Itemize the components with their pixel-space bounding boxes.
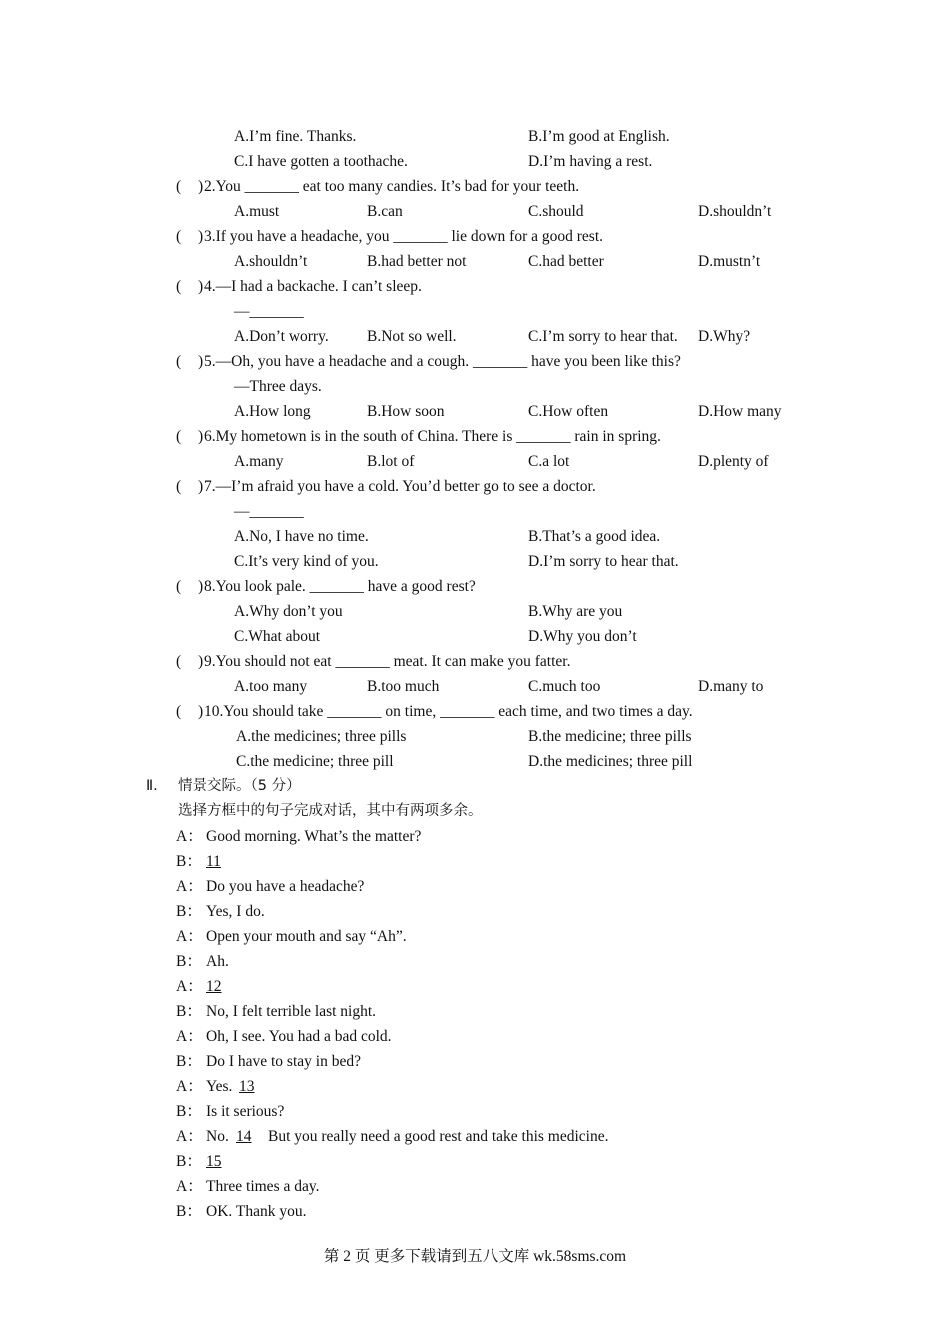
reply-text: —_______ [234,303,304,320]
option-text: B.I’m good at English. [528,128,670,145]
answer-bracket-close: ) [198,653,204,670]
option-text: C.a lot [528,453,570,470]
question-stem: 8.You look pale. _______ have a good rest? [204,578,476,595]
option-text: A.How long [234,403,311,420]
speaker-label: A： [176,1128,203,1145]
speaker-label: A： [176,1178,203,1195]
option-text: A.No, I have no time. [234,528,369,545]
option-text: C.had better [528,253,604,270]
option-text: D.I’m sorry to hear that. [528,553,679,570]
dialogue-text: Good morning. What’s the matter? [206,828,422,845]
option-text: A.the medicines; three pills [236,728,407,745]
answer-bracket-open: ( [176,353,182,370]
option-text: C.should [528,203,584,220]
option-text: A.too many [234,678,308,695]
dialogue-text: Open your mouth and say “Ah”. [206,928,407,945]
option-text: B.can [367,203,403,220]
speaker-label: B： [176,1053,202,1070]
answer-bracket-open: ( [176,478,182,495]
dialogue-text: Yes. [206,1078,233,1095]
dialogue-text: Do I have to stay in bed? [206,1053,361,1070]
option-text: B.That’s a good idea. [528,528,661,545]
option-text: C.It’s very kind of you. [234,553,379,570]
option-text: A.shouldn’t [234,253,308,270]
speaker-label: A： [176,1028,203,1045]
option-text: B.had better not [367,253,467,270]
option-text: D.How many [698,403,782,420]
speaker-label: A： [176,978,203,995]
question-stem: 10.You should take _______ on time, _______ each time, and two times a day. [204,703,693,720]
answer-bracket-open: ( [176,653,182,670]
option-text: D.plenty of [698,453,769,470]
answer-bracket-close: ) [198,578,204,595]
question-stem: 5.—Oh, you have a headache and a cough. _______ have you been like this? [204,353,681,370]
speaker-label: B： [176,1103,202,1120]
blank-14: 14 [236,1128,252,1145]
question-stem: 9.You should not eat _______ meat. It can make you fatter. [204,653,571,670]
question-stem: 7.—I’m afraid you have a cold. You’d better go to see a doctor. [204,478,596,495]
option-text: B.too much [367,678,440,695]
option-text: D.mustn’t [698,253,761,270]
page-footer: 第 2 页 更多下载请到五八文库 wk.58sms.com [323,1248,627,1265]
reply-text: —Three days. [234,378,322,395]
speaker-label: A： [176,878,203,895]
reply-text: —_______ [234,503,304,520]
question-stem: 2.You _______ eat too many candies. It’s bad for your teeth. [204,178,580,195]
option-text: B.Not so well. [367,328,457,345]
option-text: A.Why don’t you [234,603,343,620]
option-text: B.the medicine; three pills [528,728,692,745]
instruction-text: 选择方框中的句子完成对话，其中有两项多余。 [178,803,483,819]
option-text: C.I have gotten a toothache. [234,153,408,170]
speaker-label: B： [176,1203,202,1220]
option-text: B.Why are you [528,603,623,620]
option-text: C.How often [528,403,609,420]
dialogue-text: Three times a day. [206,1178,320,1195]
dialogue-text: No. [206,1128,229,1145]
question-stem: 3.If you have a headache, you _______ lie down for a good rest. [204,228,604,245]
dialogue-text: Yes, I do. [206,903,265,920]
dialogue-text: But you really need a good rest and take this medicine. [268,1128,609,1145]
speaker-label: B： [176,1003,202,1020]
option-text: A.many [234,453,284,470]
option-text: B.How soon [367,403,445,420]
answer-bracket-close: ) [198,353,204,370]
answer-bracket-close: ) [198,228,204,245]
answer-bracket-close: ) [198,278,204,295]
option-text: C.What about [234,628,321,645]
answer-bracket-close: ) [198,703,204,720]
blank-13: 13 [239,1078,255,1095]
option-text: A.Don’t worry. [234,328,329,345]
dialogue-text: No, I felt terrible last night. [206,1003,377,1020]
speaker-label: A： [176,1078,203,1095]
answer-bracket-close: ) [198,428,204,445]
answer-bracket-open: ( [176,278,182,295]
answer-bracket-close: ) [198,178,204,195]
section-numeral: Ⅱ. [146,778,158,794]
answer-bracket-open: ( [176,703,182,720]
option-text: D.Why you don’t [528,628,637,645]
answer-bracket-open: ( [176,228,182,245]
question-stem: 6.My hometown is in the south of China. There is _______ rain in spring. [204,428,661,445]
dialogue-text: Is it serious? [206,1103,285,1120]
blank-15: 15 [206,1153,222,1170]
option-text: D.the medicines; three pill [528,753,693,770]
speaker-label: B： [176,1153,202,1170]
speaker-label: B： [176,903,202,920]
option-text: B.lot of [367,453,415,470]
answer-bracket-open: ( [176,178,182,195]
section-title: 情景交际。（5 分） [178,778,301,794]
option-text: D.Why? [698,328,751,345]
speaker-label: B： [176,853,202,870]
option-text: C.I’m sorry to hear that. [528,328,678,345]
dialogue-text: Ah. [206,953,229,970]
blank-11: 11 [206,853,221,870]
speaker-label: A： [176,928,203,945]
answer-bracket-open: ( [176,428,182,445]
blank-12: 12 [206,978,222,995]
answer-bracket-close: ) [198,478,204,495]
option-text: A.must [234,203,280,220]
option-text: D.many to [698,678,764,695]
speaker-label: B： [176,953,202,970]
option-text: D.shouldn’t [698,203,772,220]
dialogue-text: Oh, I see. You had a bad cold. [206,1028,392,1045]
option-text: C.the medicine; three pill [236,753,394,770]
option-text: C.much too [528,678,601,695]
speaker-label: A： [176,828,203,845]
answer-bracket-open: ( [176,578,182,595]
question-stem: 4.—I had a backache. I can’t sleep. [204,278,422,295]
dialogue-text: Do you have a headache? [206,878,365,895]
dialogue-text: OK. Thank you. [206,1203,307,1220]
option-text: A.I’m fine. Thanks. [234,128,357,145]
option-text: D.I’m having a rest. [528,153,653,170]
